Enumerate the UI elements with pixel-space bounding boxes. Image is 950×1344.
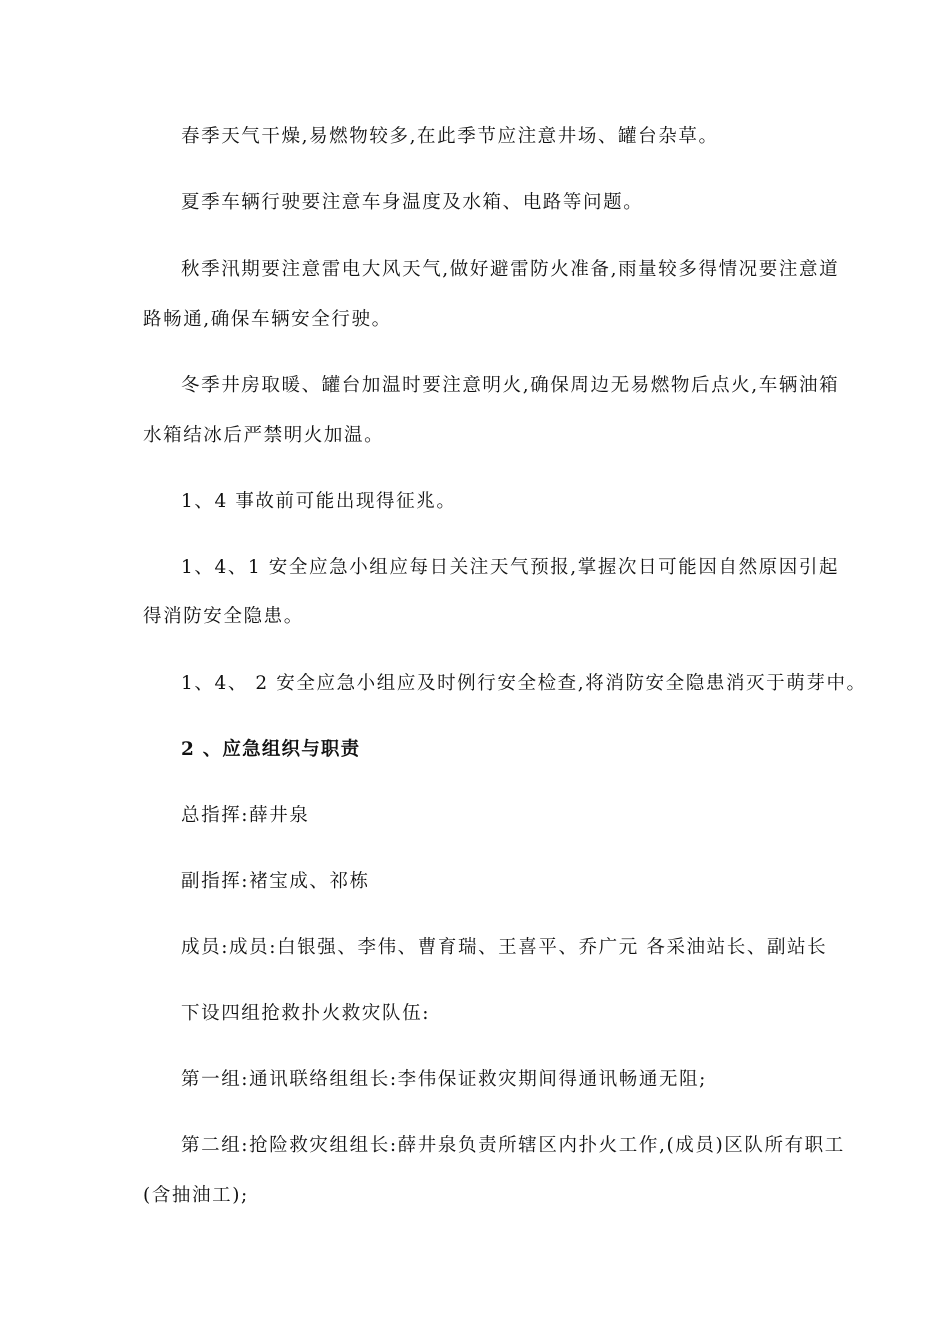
team-one-line: 第一组:通讯联络组组长:李伟保证救灾期间得通讯畅通无阻;	[181, 1069, 708, 1090]
paragraph-1-4-1-line2: 得消防安全隐患。	[143, 606, 304, 627]
team-two-line2: (含抽油工);	[143, 1185, 249, 1206]
commander-line: 总指挥:薛井泉	[181, 805, 310, 826]
paragraph-1-4-1-line1: 1、4、1 安全应急小组应每日关注天气预报,掌握次日可能因自然原因引起	[181, 557, 840, 578]
section-heading-2: 2 、应急组织与职责	[181, 739, 361, 760]
paragraph-spring: 春季天气干燥,易燃物较多,在此季节应注意井场、罐台杂草。	[181, 126, 719, 147]
paragraph-summer: 夏季车辆行驶要注意车身温度及水箱、电路等问题。	[181, 192, 644, 213]
team-two-line1: 第二组:抢险救灾组组长:薛井泉负责所辖区内扑火工作,(成员)区队所有职工	[181, 1135, 845, 1156]
team-intro-line: 下设四组抢救扑火救灾队伍:	[181, 1003, 431, 1024]
members-line: 成员:成员:白银强、李伟、曹育瑞、王喜平、乔广元 各采油站长、副站长	[181, 937, 828, 958]
section-heading-1-4: 1、4 事故前可能出现得征兆。	[181, 491, 457, 512]
paragraph-winter-line1: 冬季井房取暖、罐台加温时要注意明火,确保周边无易燃物后点火,车辆油箱	[181, 375, 840, 396]
paragraph-autumn-line2: 路畅通,确保车辆安全行驶。	[143, 309, 392, 330]
deputy-commander-line: 副指挥:褚宝成、祁栋	[181, 871, 370, 892]
paragraph-autumn-line1: 秋季汛期要注意雷电大风天气,做好避雷防火准备,雨量较多得情况要注意道	[181, 259, 840, 280]
paragraph-winter-line2: 水箱结冰后严禁明火加温。	[143, 425, 385, 446]
paragraph-1-4-2: 1、4、 2 安全应急小组应及时例行安全检查,将消防安全隐患消灭于萌芽中。	[181, 673, 867, 694]
